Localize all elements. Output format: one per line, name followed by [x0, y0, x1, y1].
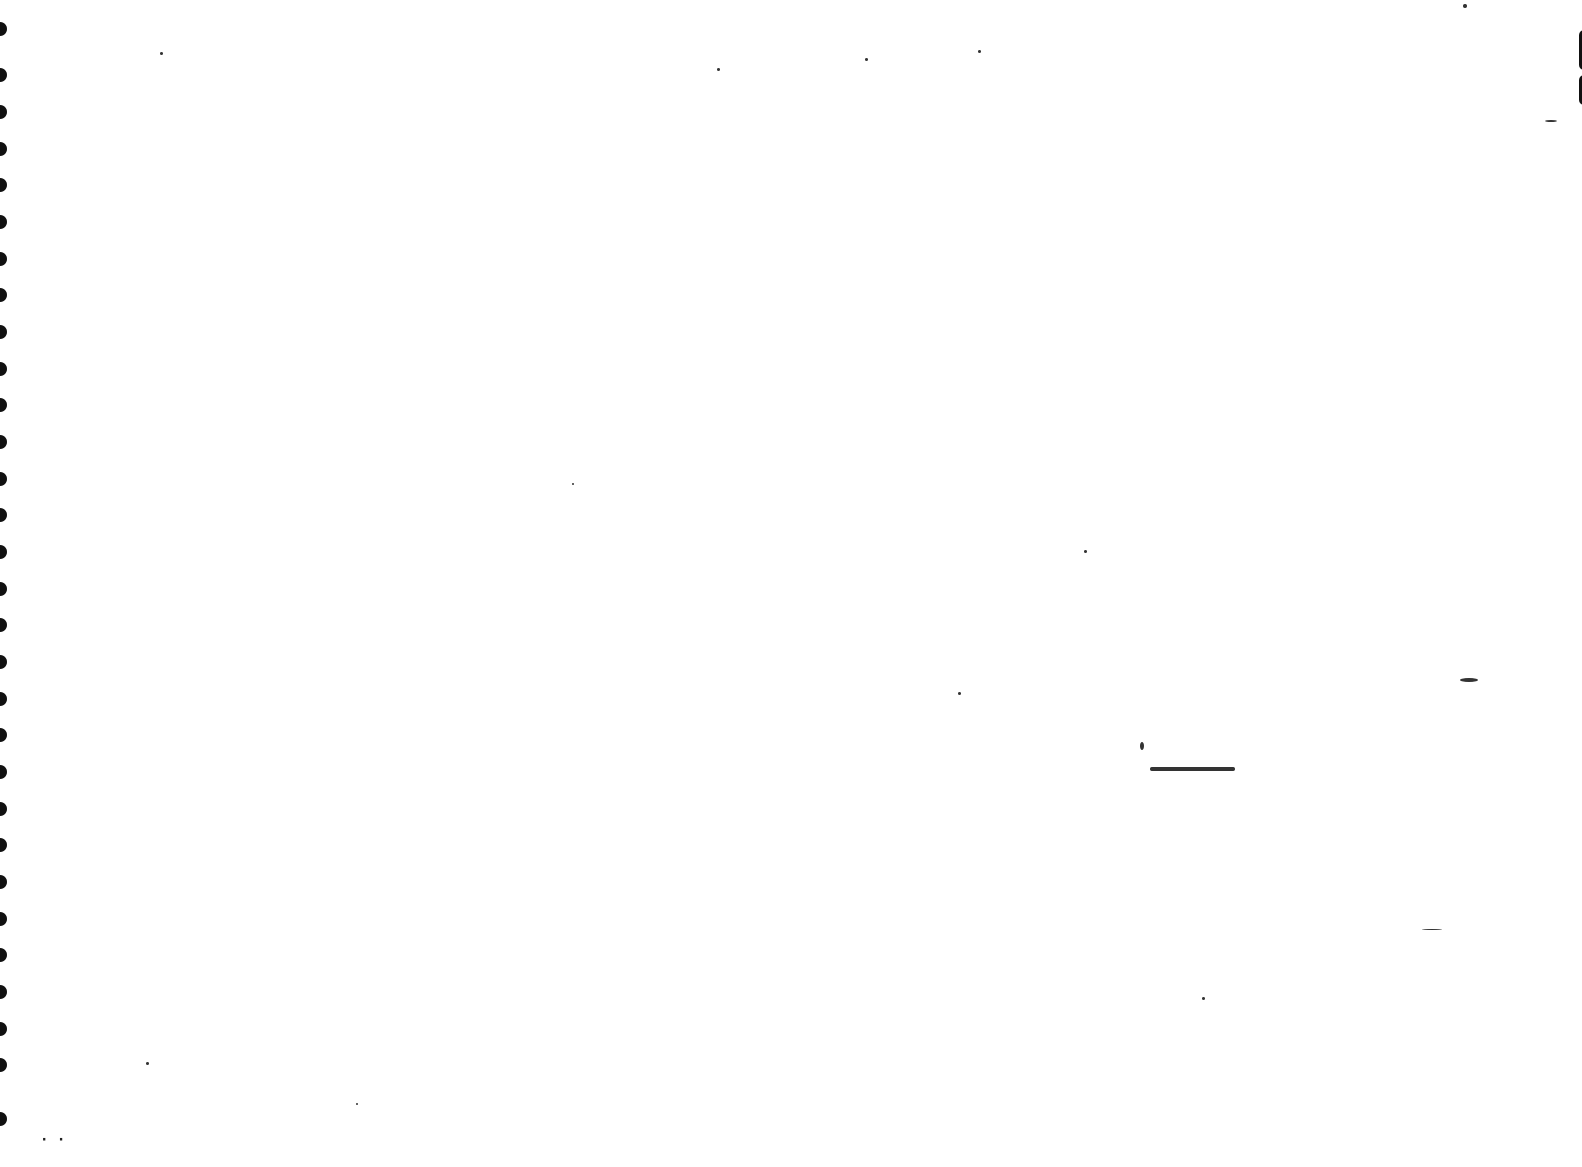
sprocket-hole: [0, 802, 7, 816]
scan-mark: · ·: [40, 1132, 66, 1148]
sprocket-hole: [0, 838, 7, 852]
sprocket-hole: [0, 655, 7, 669]
scan-speck: [1463, 4, 1467, 8]
sprocket-hole: [0, 1022, 7, 1036]
scan-speck: [572, 483, 574, 485]
sprocket-hole: [0, 948, 7, 962]
scan-speck: [717, 68, 720, 71]
sprocket-hole: [0, 692, 7, 706]
sprocket-hole: [0, 22, 7, 36]
scan-speck: [978, 50, 981, 53]
sprocket-hole: [0, 912, 7, 926]
section-heading: [0, 166, 40, 238]
scan-speck: [1202, 997, 1205, 1000]
scan-speck: [1545, 120, 1557, 122]
sprocket-hole: [0, 1058, 7, 1072]
scan-speck: [1084, 550, 1087, 553]
sprocket-hole: [0, 435, 7, 449]
scan-speck: [958, 692, 961, 695]
sprocket-hole: [0, 68, 7, 82]
sprocket-hole: [0, 1112, 7, 1126]
sprocket-hole: [0, 875, 7, 889]
sprocket-hole: [0, 472, 7, 486]
scan-speck: [1422, 929, 1442, 930]
sprocket-hole: [0, 985, 7, 999]
sprocket-hole: [0, 582, 7, 596]
scan-speck: [865, 58, 868, 61]
sprocket-hole: [0, 288, 7, 302]
sprocket-hole: [0, 508, 7, 522]
sprocket-hole: [0, 325, 7, 339]
sprocket-hole: [0, 545, 7, 559]
sprocket-hole: [0, 618, 7, 632]
sprocket-hole: [0, 398, 7, 412]
sprocket-hole: [0, 765, 7, 779]
scan-speck: [146, 1062, 149, 1065]
scan-smudge: [1150, 767, 1235, 771]
sprocket-hole: [0, 362, 7, 376]
scan-speck: [1140, 742, 1144, 750]
sprocket-hole: [0, 728, 7, 742]
scan-speck: [356, 1103, 358, 1105]
scan-smudge: [1460, 678, 1478, 682]
scan-speck: [160, 52, 163, 55]
